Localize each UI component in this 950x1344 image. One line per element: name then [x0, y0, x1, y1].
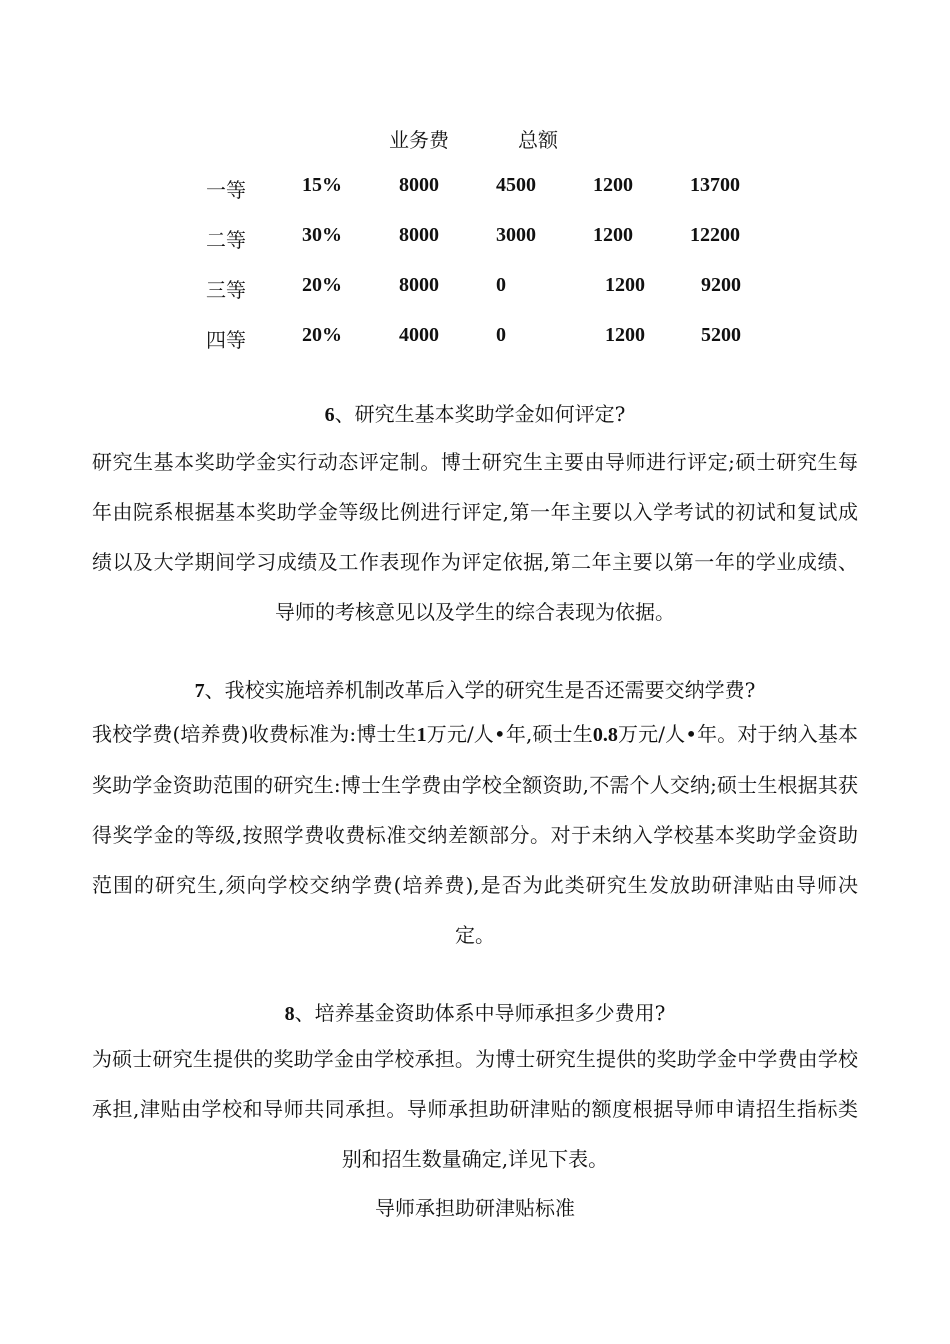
total-cell: 9200	[701, 274, 741, 296]
table-caption: 导师承担助研津贴标准	[375, 1196, 575, 1220]
question-8-answer: 为硕士研究生提供的奖助学金由学校承担。为博士研究生提供的奖助学金中学费由学校承担,津贴由学校和导师共同承担。导师承担助研津贴的额度根据导师申请招生指标类别和招生数量确定,详见下表。	[92, 1047, 858, 1171]
table-header-total: 总额	[518, 128, 558, 152]
grade-label: 二等	[206, 228, 246, 252]
value-cell: 0	[496, 274, 506, 296]
answer-text: 我校学费(培养费)收费标准为:博士生	[92, 722, 417, 746]
value-cell: 4000	[399, 324, 439, 346]
question-text: 、研究生基本奖助学金如何评定?	[334, 402, 626, 426]
value-cell: 1200	[605, 324, 645, 346]
value-cell: 1200	[593, 174, 633, 196]
grade-label: 三等	[206, 278, 246, 302]
table-header-business-fee: 业务费	[389, 128, 449, 152]
grade-label: 四等	[206, 328, 246, 352]
value-cell: 8000	[399, 224, 439, 246]
value-cell: 1200	[593, 224, 633, 246]
answer-text: 万元/人•年,硕士生	[426, 722, 593, 746]
value-cell: 0	[496, 324, 506, 346]
question-7-answer	[92, 709, 858, 960]
question-8-title	[0, 997, 950, 1026]
master-fee-amount: 0.8	[592, 724, 618, 746]
total-cell: 5200	[701, 324, 741, 346]
value-cell: 3000	[496, 224, 536, 246]
ratio-value: 20%	[302, 274, 342, 296]
answer-text: 万元/人•年。对于纳入基本奖助学金资助范围的研究生:博士生学费由学校全额资助,不需个人交纳;硕士生根据其获得奖学金的等级,按照学费收费标准交纳差额部分。对于未纳入学校基本奖助学金资助范围的研究生,须向学校交纳学费(培养费),是否为此类研究生发放助研津贴由导师决定。	[92, 722, 858, 947]
question-text: 、培养基金资助体系中导师承担多少费用?	[294, 1001, 666, 1025]
value-cell: 1200	[605, 274, 645, 296]
value-cell: 4500	[496, 174, 536, 196]
value-cell: 8000	[399, 274, 439, 296]
ratio-value: 20%	[302, 324, 342, 346]
question-number: 6	[324, 404, 335, 426]
question-number: 8	[284, 1003, 295, 1025]
value-cell: 8000	[399, 174, 439, 196]
total-cell: 12200	[690, 224, 740, 246]
question-6-answer: 研究生基本奖助学金实行动态评定制。博士研究生主要由导师进行评定;硕士研究生每年由院系根据基本奖助学金等级比例进行评定,第一年主要以入学考试的初试和复试成绩以及大学期间学习成绩及工作表现作为评定依据,第二年主要以第一年的学业成绩、导师的考核意见以及学生的综合表现为依据。	[92, 450, 858, 624]
question-7-title	[0, 674, 950, 703]
question-text: 、我校实施培养机制改革后入学的研究生是否还需要交纳学费?	[204, 678, 756, 702]
ratio-value: 30%	[302, 224, 342, 246]
total-cell: 13700	[690, 174, 740, 196]
grade-label: 一等	[206, 178, 246, 202]
ratio-value: 15%	[302, 174, 342, 196]
question-6-title	[0, 398, 950, 427]
question-number: 7	[194, 680, 205, 702]
phd-fee-amount: 1	[416, 724, 427, 746]
